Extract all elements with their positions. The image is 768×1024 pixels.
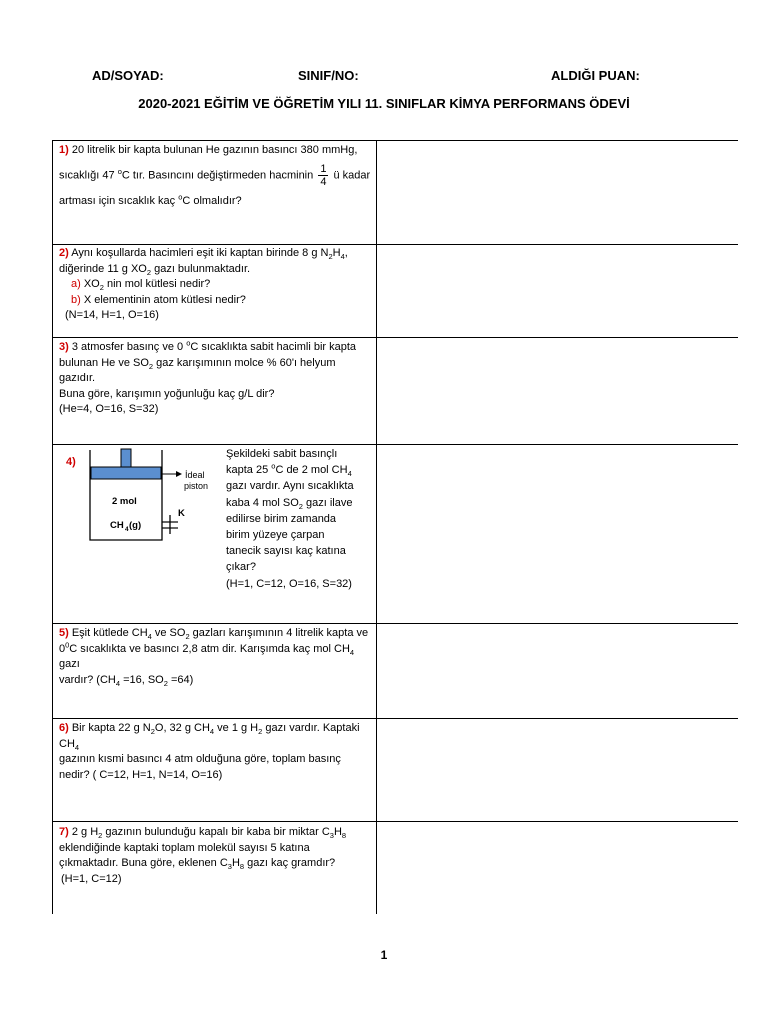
subscript: 4	[147, 632, 152, 642]
question-text: gazı vardır. Aynı sıcaklıkta	[226, 480, 354, 493]
row-divider	[52, 718, 738, 719]
page-number: 1	[380, 948, 388, 962]
subscript: 4	[209, 727, 215, 737]
question-text: eklendiğinde kaptaki toplam molekül sayısı 5 katına	[59, 841, 310, 854]
question-text: gazı	[59, 658, 80, 671]
question-text: X elementinin atom kütlesi nedir?	[80, 293, 246, 306]
gas-ch-label: CH	[110, 520, 124, 531]
ideal-label: İdeal	[185, 470, 205, 480]
option-b-label: b)	[71, 293, 81, 306]
question-text: 3 atmosfer basınç ve 0	[71, 341, 187, 353]
table-column-divider	[376, 140, 377, 914]
question-text: gaz karışımının molce % 60'ı helyum gazıdır.	[59, 356, 336, 385]
question-3	[59, 340, 373, 418]
piston-rod	[121, 449, 131, 467]
question-text: vardır? (CH	[59, 673, 116, 686]
question-text: ve 1 g H	[214, 722, 259, 734]
question-text: gazı kaç gramdır?	[244, 857, 336, 870]
mol-label: 2 mol	[112, 496, 137, 507]
question-text: bulunan He ve SO	[59, 356, 149, 369]
subscript: 3	[227, 862, 232, 872]
row-divider	[52, 821, 738, 822]
question-text: C de 2 mol CH	[275, 464, 348, 477]
subscript: 2	[148, 361, 154, 371]
question-text: Eşit kütlede CH	[71, 627, 148, 639]
question-text: Aynı koşullarda hacimleri eşit iki kaptan birinde 8 g N	[71, 247, 329, 259]
question-text: diğerinde 11 g XO	[59, 262, 147, 275]
degree-sup: o	[117, 166, 122, 176]
question-text: ve SO	[151, 627, 186, 639]
subscript: 2	[185, 632, 190, 642]
question-2	[59, 246, 373, 324]
degree-sup: o	[271, 461, 276, 471]
question-number: 4)	[66, 456, 76, 468]
piston-label: piston	[184, 481, 209, 491]
gas-sub-label: 4	[125, 526, 129, 533]
row-divider	[52, 623, 738, 624]
subscript: 2	[146, 267, 152, 277]
question-text: Bir kapta 22 g N	[71, 722, 151, 734]
question-table	[52, 140, 738, 914]
question-text: 2 g H	[71, 826, 99, 838]
given-values: (He=4, O=16, S=32)	[59, 403, 159, 416]
subscript: 4	[74, 742, 80, 752]
question-number: 3)	[59, 341, 69, 353]
fraction-numerator: 1	[320, 162, 327, 175]
question-text: ü kadar	[333, 169, 371, 181]
question-text: edilirse birim zamanda	[226, 512, 337, 525]
question-1	[59, 143, 373, 209]
subscript: 4	[115, 678, 121, 688]
question-text: C olmalıdır?	[182, 194, 242, 207]
page-title: 2020-2021 EĞİTİM VE ÖĞRETİM YILI 11. SINIFLAR KİMYA PERFORMANS ÖDEVİ	[138, 96, 630, 111]
question-number: 1)	[59, 144, 69, 156]
table-border-left	[52, 140, 53, 914]
gas-state-label: (g)	[129, 520, 142, 531]
subscript: 8	[239, 862, 245, 872]
question-text: =64)	[167, 673, 194, 686]
subscript: 2	[99, 283, 104, 293]
question-text: gazları karışımının 4 litrelik kapta ve	[189, 627, 369, 639]
row-divider	[52, 337, 738, 338]
arrow-head-icon	[176, 471, 182, 477]
question-text: gazının bulunduğu kapalı bir kaba bir miktar C	[102, 826, 330, 838]
question-text: çıkar?	[226, 561, 256, 574]
name-label: AD/SOYAD:	[92, 68, 164, 83]
question-text: gazı bulunmaktadır.	[151, 262, 251, 275]
question-5	[59, 626, 373, 688]
subscript: 8	[341, 831, 347, 841]
question-text: çıkmaktadır. Buna göre, eklenen C	[59, 857, 228, 870]
score-label: ALDIĞI PUAN:	[551, 68, 640, 83]
piston-container-diagram	[88, 448, 228, 544]
question-text: tanecik sayısı kaç katına	[226, 545, 346, 558]
given-values: (H=1, C=12)	[61, 872, 122, 885]
question-text: O, 32 g CH	[154, 722, 210, 734]
question-7	[59, 825, 373, 887]
question-text: gazının kısmi basıncı 4 atm olduğuna göre, toplam basınç	[59, 753, 341, 766]
subscript: 2	[258, 727, 263, 737]
subscript: 4	[349, 647, 355, 657]
question-text: sıcaklığı 47	[59, 169, 118, 181]
class-label: SINIF/NO:	[298, 68, 359, 83]
option-a-label: a)	[71, 278, 81, 291]
question-text: birim yüzeye çarpan	[226, 529, 325, 542]
degree-sup: o	[178, 191, 183, 201]
subscript: 2	[98, 831, 103, 841]
question-text: nin mol kütlesi nedir?	[103, 278, 211, 291]
question-text: artması için sıcaklık kaç	[59, 194, 179, 207]
fraction-one-quarter	[318, 163, 328, 188]
subscript: 2	[150, 727, 155, 737]
question-text: H	[332, 247, 341, 259]
question-text: 20 litrelik bir kapta bulunan He gazının basıncı 380 mmHg,	[71, 144, 358, 156]
question-text: 0	[59, 642, 66, 655]
subscript: 2	[298, 501, 303, 511]
question-text: H	[231, 857, 240, 870]
subscript: 2	[163, 678, 168, 688]
question-number: 5)	[59, 627, 69, 639]
valve-k-label: K	[178, 508, 185, 519]
question-text: =16, SO	[120, 673, 164, 686]
subscript: 3	[329, 831, 334, 841]
degree-sup: 0	[65, 639, 70, 649]
question-4-text	[226, 446, 376, 592]
question-text: XO	[80, 278, 100, 291]
question-number: 6)	[59, 722, 69, 734]
question-text: C tır. Basıncını değiştirmeden hacminin	[121, 169, 314, 181]
question-text: H	[333, 826, 342, 838]
degree-sup: o	[186, 338, 191, 348]
question-number: 7)	[59, 826, 69, 838]
row-divider	[52, 444, 738, 445]
fraction-denominator: 4	[320, 175, 327, 188]
question-text: C sıcaklıkta sabit hacimli bir kapta	[190, 341, 357, 353]
question-text: ,	[344, 247, 348, 259]
given-values: (H=1, C=12, O=16, S=32)	[226, 577, 352, 590]
question-number: 2)	[59, 247, 69, 259]
question-text: kaba 4 mol SO	[226, 496, 299, 509]
subscript: 4	[340, 252, 345, 262]
question-text: gazı vardır. Kaptaki CH	[59, 722, 360, 750]
question-text: Buna göre, karışımın yoğunluğu kaç g/L dir?	[59, 387, 275, 400]
question-text: Şekildeki sabit basınçlı	[226, 448, 338, 460]
question-6	[59, 721, 373, 783]
question-text: nedir? ( C=12, H=1, N=14, O=16)	[59, 768, 223, 781]
ideal-piston	[91, 467, 161, 479]
question-text: C sıcaklıkta ve basıncı 2,8 atm dir. Karışımda kaç mol CH	[69, 642, 350, 655]
given-values: (N=14, H=1, O=16)	[65, 309, 159, 322]
question-text: kapta 25	[226, 464, 272, 477]
question-text: gazı ilave	[302, 496, 353, 509]
row-divider	[52, 140, 738, 141]
subscript: 2	[328, 252, 333, 262]
subscript: 4	[347, 469, 352, 479]
